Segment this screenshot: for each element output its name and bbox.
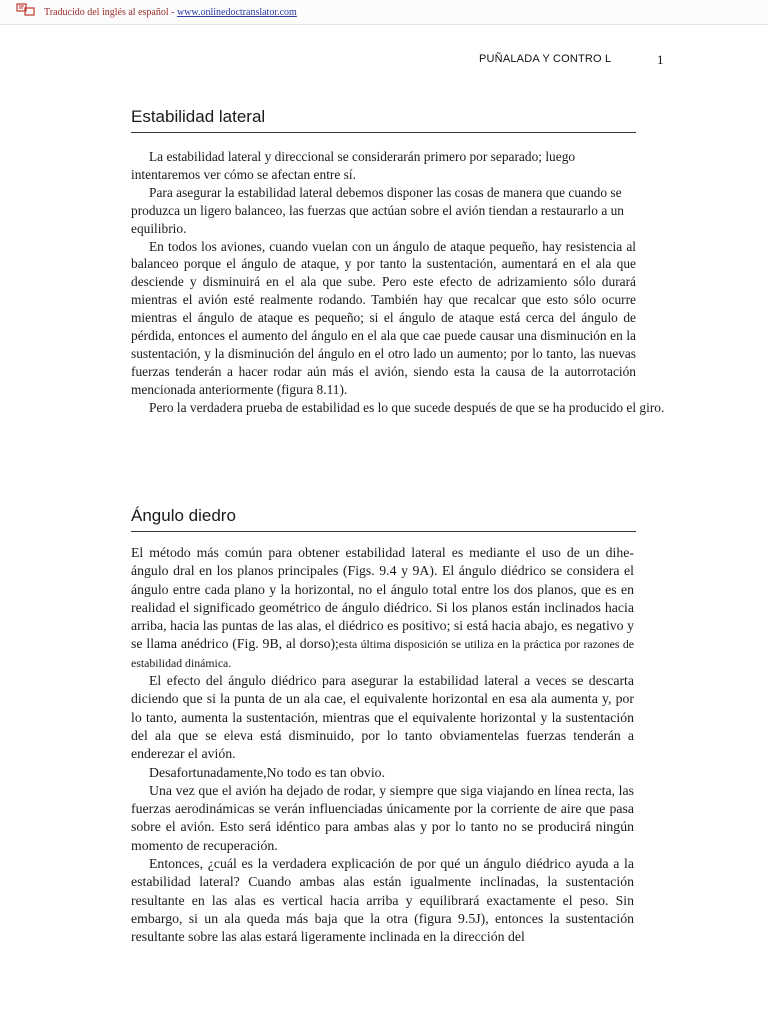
paragraph: Entonces, ¿cuál es la verdadera explicación de por qué un ángulo diédrico ayuda a la estabilidad lateral? Cuando ambas alas están igualmente inclinadas, la sustentación resultante en las alas es vertical hacia arriba y equilibrará exactamente el peso. Sin embargo, si un ala queda más baja que la otra (figura 9.5J), entonces la sustentación resultante sobre las alas estará ligeramente inclinada en la dirección del (131, 856, 634, 945)
paragraph: Desafortunadamente,No todo es tan obvio. (149, 764, 386, 780)
paragraph-small-print: esta última disposición se utiliza en la práctica por razones de estabilidad dinámica. (131, 637, 634, 670)
paragraph: Pero la verdadera prueba de estabilidad es lo que sucede después de que se ha producido el giro. (149, 399, 665, 415)
paragraph: La estabilidad lateral y direccional se considerarán primero por separado; luego intentaremos ver cómo se afectan entre sí. (131, 149, 576, 182)
paragraph (131, 544, 634, 672)
paragraph-main: El método más común para obtener estabilidad lateral es mediante el uso de un dihe-ángulo dral en los planos principales (Figs. 9.4 y 9A). El ángulo diédrico se considera el ángulo entre cada plano y la horizontal, no el ángulo total entre los dos planos, que es en realidad el significado geométrico de ángulo diédrico. Si los planos están inclinados hacia arriba, hacia las puntas de las alas, el diédrico es positivo; si está hacia abajo, es negativo y se llama anédrico (Fig. 9B, al dorso); (131, 545, 634, 652)
paragraph: En todos los aviones, cuando vuelan con un ángulo de ataque pequeño, hay resistencia al balanceo porque el ángulo de ataque, y por tanto la sustentación, aumentará en el ala que desciende y disminuirá en el ala que sube. Pero este efecto de adrizamiento sólo durará mientras el avión esté realmente rodando. También hay que recalcar que esto sólo ocurre mientras el ángulo de ataque es pequeño; si el ángulo de ataque está cerca del ángulo de pérdida, entonces el aumento del ángulo en el ala que cae puede causar una disminución en la sustentación, y la disminución del ángulo en el otro lado un aumento; por lo tanto, las nuevas fuerzas tenderán a hacer rodar aún más el avión, siendo esta la causa de la autorrotación mencionada anteriormente (figura 8.11). (131, 238, 636, 397)
banner-prefix: Traducido del inglés al español - (44, 7, 177, 18)
running-head: PUÑALADA Y CONTRO L (479, 53, 612, 65)
paragraph: Para asegurar la estabilidad lateral debemos disponer las cosas de manera que cuando se produzca un ligero balanceo, las fuerzas que actúan sobre el avión tiendan a restaurarlo a un equilibrio. (131, 184, 625, 236)
section-body-lateral-stability (131, 148, 665, 417)
paragraph: Una vez que el avión ha dejado de rodar, y siempre que siga viajando en línea recta, las fuerzas aerodinámicas se verán influenciadas únicamente por la corriente de aire que pasa sobre el avión. Esto será idéntico para ambas alas y por lo tanto no se producirá ningún momento de recuperación. (131, 782, 634, 853)
translation-banner (0, 0, 768, 25)
paragraph: El efecto del ángulo diédrico para asegurar la estabilidad lateral a veces se descarta diciendo que si la punta de un ala cae, el equivalente horizontal en esa ala aumenta y, por lo tanto, aumenta la sustentación, mientras que el equivalente horizontal y la sustentación del ala que se eleva está disminuido, por lo tanto obviamentelas fuerzas tenderán a enderezar el avión. (131, 673, 634, 762)
translator-link[interactable]: www.onlinedoctranslator.com (176, 7, 297, 18)
section-heading-dihedral-angle: Ángulo diedro (131, 506, 636, 532)
section-body-dihedral-angle (131, 544, 634, 947)
translator-logo-icon (16, 3, 36, 17)
banner-text (44, 7, 297, 18)
section-heading-lateral-stability: Estabilidad lateral (131, 107, 636, 133)
page-number: 1 (657, 52, 664, 67)
